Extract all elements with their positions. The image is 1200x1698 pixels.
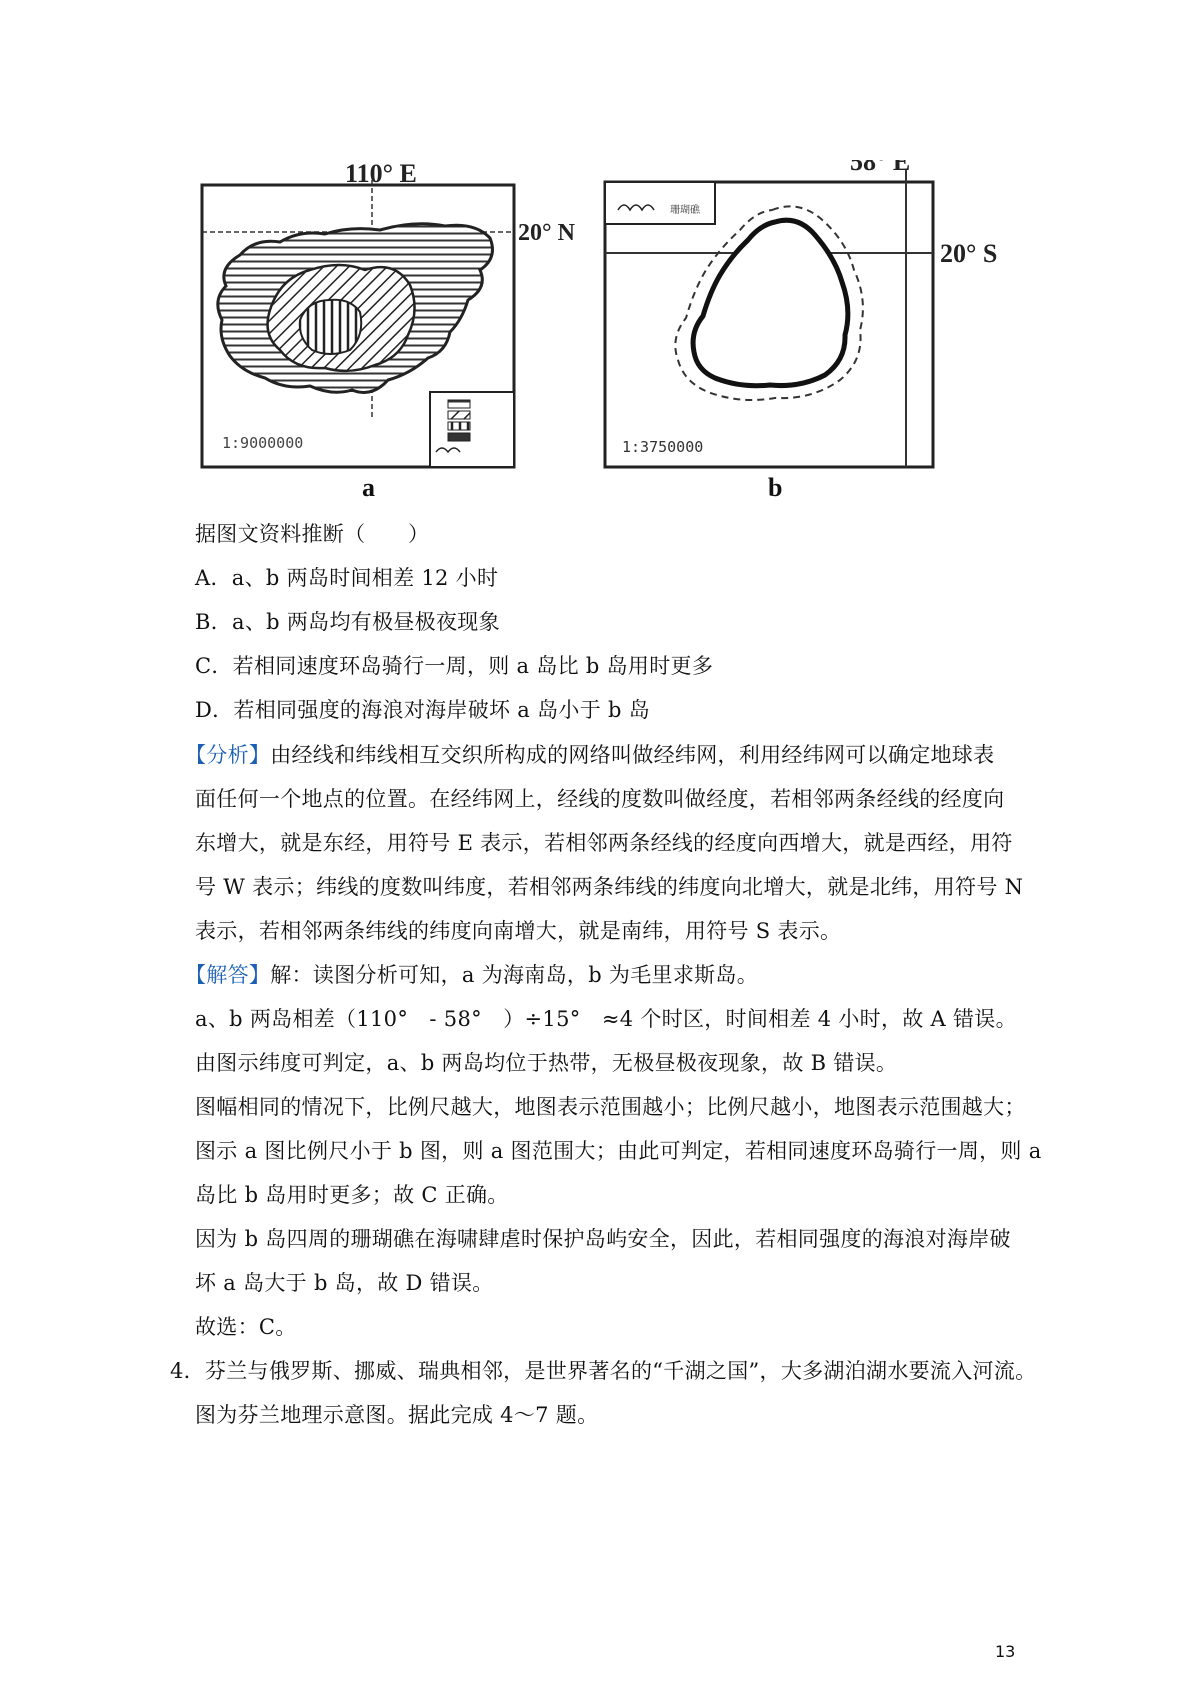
map-a-latitude-label: 20° N <box>518 220 575 246</box>
question-stem: 据图文资料推断（ ） <box>195 522 430 546</box>
map-b-scale: 1:3750000 <box>622 438 704 456</box>
answer-line-3: 由图示纬度可判定，a、b 两岛均位于热带，无极昼极夜现象，故 B 错误。 <box>195 1051 898 1075</box>
next-question-line-1: 4．芬兰与俄罗斯、挪威、瑞典相邻，是世界著名的“千湖之国”，大多湖泊湖水要流入河流。 <box>170 1359 1037 1383</box>
answer-line-7: 因为 b 岛四周的珊瑚礁在海啸肆虐时保护岛屿安全，因此，若相同强度的海浪对海岸破 <box>195 1227 1011 1251</box>
answer-line-5: 图示 a 图比例尺小于 b 图，则 a 图范围大；由此可判定，若相同速度环岛骑行一周，则 a <box>195 1139 1042 1163</box>
analysis-text-1: 由经线和纬线相互交织所构成的网络叫做经纬网，利用经纬网可以确定地球表 <box>270 743 995 767</box>
analysis-line-5: 表示，若相邻两条纬线的纬度向南增大，就是南纬，用符号 S 表示。 <box>195 919 842 943</box>
answer-line-1 <box>185 960 758 990</box>
map-a-scale: 1:9000000 <box>222 434 304 452</box>
map-b <box>605 170 933 467</box>
analysis-line-4: 号 W 表示；纬线的度数叫纬度，若相邻两条纬线的纬度向北增大，就是北纬，用符号 N <box>195 875 1024 899</box>
map-figures-svg <box>200 160 1120 550</box>
analysis-line-2: 面任何一个地点的位置。在经纬网上，经线的度数叫做经度，若相邻两条经线的经度向 <box>195 787 1005 811</box>
analysis-tag: 【分析】 <box>185 743 271 767</box>
answer-line-4: 图幅相同的情况下，比例尺越大，地图表示范围越小；比例尺越小，地图表示范围越大； <box>195 1095 1026 1119</box>
map-b-legend-label: 珊瑚礁 <box>670 205 700 216</box>
page-number: 13 <box>995 1642 1016 1661</box>
option-c: C．若相同速度环岛骑行一周，则 a 岛比 b 岛用时更多 <box>195 654 714 678</box>
answer-line-8: 坏 a 岛大于 b 岛，故 D 错误。 <box>195 1271 494 1295</box>
peak-region-shape <box>300 300 362 354</box>
next-question-line-2: 图为芬兰地理示意图。据此完成 4～7 题。 <box>195 1403 599 1427</box>
map-a-longitude-label: 110° E <box>345 160 417 188</box>
option-a: A．a、b 两岛时间相差 12 小时 <box>195 566 499 590</box>
analysis-line-1 <box>185 740 994 770</box>
analysis-line-3: 东增大，就是东经，用符号 E 表示，若相邻两条经线的经度向西增大，就是西经，用符 <box>195 831 1013 855</box>
answer-tag: 【解答】 <box>185 963 271 987</box>
map-a-caption: a <box>362 473 375 502</box>
map-b-caption: b <box>768 473 783 502</box>
answer-line-2: a、b 两岛相差（110° - 58° ）÷15° ≈4 个时区，时间相差 4 小时，故 A 错误。 <box>195 1007 1017 1031</box>
map-figures <box>200 160 1120 550</box>
answer-text-1: 解：读图分析可知，a 为海南岛，b 为毛里求斯岛。 <box>270 963 759 987</box>
map-a <box>202 172 514 467</box>
option-d: D．若相同强度的海浪对海岸破坏 a 岛小于 b 岛 <box>195 698 650 722</box>
answer-line-6: 岛比 b 岛用时更多；故 C 正确。 <box>195 1183 509 1207</box>
answer-line-9: 故选：C。 <box>195 1315 297 1339</box>
option-b: B．a、b 两岛均有极昼极夜现象 <box>195 610 500 634</box>
map-b-longitude-label: 58° E <box>850 160 911 176</box>
map-b-latitude-label: 20° S <box>940 239 998 268</box>
